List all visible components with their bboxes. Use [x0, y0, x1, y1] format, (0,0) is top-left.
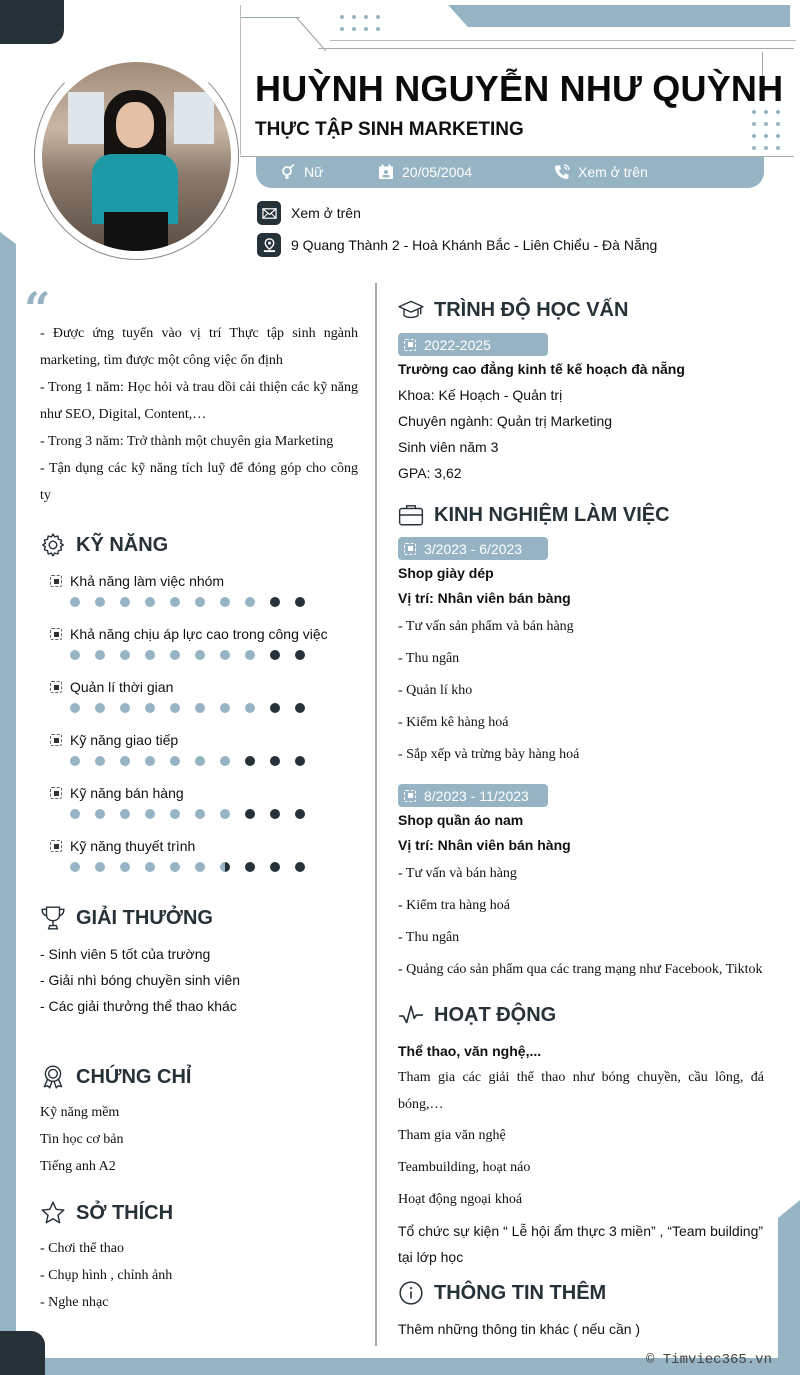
- activities-title: HOẠT ĐỘNG: [434, 1003, 557, 1026]
- decor-line: [318, 48, 794, 49]
- location-pin-icon: [257, 233, 281, 257]
- skill-item: [50, 677, 350, 713]
- address-value: 9 Quang Thành 2 - Hoà Khánh Bắc - Liên Chiểu - Đà Nẵng: [291, 237, 658, 253]
- email-icon: [257, 201, 281, 225]
- candidate-name: HUỲNH NGUYỄN NHƯ QUỲNH: [255, 68, 784, 109]
- job-task: - Sắp xếp và trừng bày hàng hoá: [398, 747, 580, 762]
- skills-heading: [40, 532, 168, 558]
- job-task: - Quản lí kho: [398, 683, 473, 698]
- education-heading: [398, 297, 628, 323]
- hobbies-list: [40, 1235, 172, 1316]
- skill-label: Khả năng làm việc nhóm: [70, 573, 225, 589]
- activities-subtitle: Thể thao, văn nghệ,...: [398, 1043, 542, 1059]
- personal-info-bar: [256, 157, 764, 188]
- education-line: Sinh viên năm 3: [398, 439, 499, 455]
- job-title: THỰC TẬP SINH MARKETING: [255, 119, 524, 140]
- objective-line: - Trong 1 năm: Học hỏi và trau dồi cải thiện các kỹ năng như SEO, Digital, Content,…: [40, 380, 358, 422]
- certificate-item: Tiếng anh A2: [40, 1159, 116, 1174]
- job-company: Shop giày dép: [398, 565, 494, 581]
- phone-item: [554, 164, 648, 180]
- job-task: - Kiểm kê hàng hoá: [398, 715, 509, 730]
- activities-heading: [398, 1002, 556, 1028]
- job-position: Vị trí: Nhân viên bán bàng: [398, 590, 571, 606]
- award-item: - Giải nhì bóng chuyền sinh viên: [40, 972, 241, 988]
- activity-item: Hoạt động ngoại khoá: [398, 1192, 523, 1207]
- skill-rating: [70, 756, 350, 766]
- gender-value: Nữ: [304, 164, 324, 180]
- birthdate-value: 20/05/2004: [402, 164, 473, 180]
- address-row: [257, 233, 657, 257]
- bullet-icon: [404, 339, 416, 351]
- skill-rating: [70, 703, 350, 713]
- decor-right-band: [778, 1200, 800, 1375]
- gender-item: [280, 164, 323, 180]
- school-name: Trường cao đẳng kinh tế kế hoạch đà nẵng: [398, 361, 685, 377]
- bullet-icon: [50, 840, 62, 852]
- decor-line: [330, 40, 796, 41]
- education-period: 2022-2025: [424, 336, 491, 353]
- phone-icon: [554, 164, 570, 180]
- career-objective: [40, 320, 358, 509]
- email-value: Xem ở trên: [291, 205, 361, 221]
- objective-line: - Được ứng tuyển vào vị trí Thực tập sinh ngành marketing, tìm được một công việc ổn định: [40, 326, 358, 368]
- skill-item: [50, 730, 350, 766]
- certificates-title: CHỨNG CHỈ: [76, 1065, 192, 1088]
- skill-label: Quản lí thời gian: [70, 679, 174, 695]
- skill-rating: [70, 862, 350, 872]
- decor-top-bar: [448, 5, 790, 27]
- decor-left-band: [0, 232, 16, 1375]
- gear-icon: [40, 532, 66, 558]
- skill-item: [50, 836, 350, 872]
- hobby-item: - Chơi thể thao: [40, 1241, 124, 1256]
- skill-rating: [70, 809, 350, 819]
- skills-title: KỸ NĂNG: [76, 533, 169, 556]
- job-position: Vị trí: Nhân viên bán hàng: [398, 837, 571, 853]
- additional-info-heading: [398, 1280, 606, 1306]
- job-period-badge: [398, 537, 548, 560]
- education-line: Khoa: Kế Hoạch - Quản trị: [398, 387, 563, 403]
- bullet-icon: [404, 790, 416, 802]
- job-task: - Kiểm tra hàng hoá: [398, 898, 510, 913]
- activity-item: Tham gia văn nghệ: [398, 1128, 506, 1143]
- skill-rating: [70, 597, 350, 607]
- award-item: - Sinh viên 5 tốt của trường: [40, 946, 211, 962]
- activity-event: Tổ chức sự kiện “ Lễ hội ẩm thực 3 miền” , “Team building” tại lớp học: [398, 1223, 764, 1265]
- certificates-heading: [40, 1064, 191, 1090]
- decor-diagonal-line: [296, 17, 326, 51]
- objective-line: - Trong 3 năm: Trở thành một chuyên gia Marketing: [40, 434, 334, 449]
- skill-label: Kỹ năng bán hàng: [70, 785, 184, 801]
- activities-list: [398, 1064, 764, 1216]
- certificates-list: [40, 1099, 124, 1180]
- objective-line: - Tận dụng các kỹ năng tích luỹ để đóng góp cho công ty: [40, 461, 358, 503]
- award-item: - Các giải thưởng thể thao khác: [40, 998, 237, 1014]
- education-title: TRÌNH ĐỘ HỌC VẤN: [434, 298, 629, 321]
- avatar: [42, 62, 231, 251]
- phone-value: Xem ở trên: [578, 164, 648, 180]
- skill-label: Kỹ năng thuyết trình: [70, 838, 196, 854]
- skill-item: [50, 624, 350, 660]
- decor-dot-grid: [340, 15, 380, 31]
- decor-line: [240, 17, 300, 18]
- experience-title: KINH NGHIỆM LÀM VIỆC: [434, 503, 670, 526]
- job-task: - Quảng cáo sản phẩm qua các trang mạng như Facebook, Tiktok: [398, 962, 763, 977]
- certificate-item: Tin học cơ bản: [40, 1132, 124, 1147]
- email-row: [257, 201, 361, 225]
- job-task: - Thu ngân: [398, 930, 460, 945]
- job-tasks: [398, 611, 579, 771]
- experience-heading: [398, 502, 670, 528]
- activities-content: [398, 1039, 764, 1270]
- decor-corner-block: [0, 0, 64, 44]
- education-line: GPA: 3,62: [398, 465, 462, 481]
- additional-info-text: Thêm những thông tin khác ( nếu cần ): [398, 1321, 641, 1337]
- additional-info-title: THÔNG TIN THÊM: [434, 1281, 607, 1304]
- skill-item: [50, 783, 350, 819]
- bullet-icon: [404, 543, 416, 555]
- ribbon-badge-icon: [40, 1064, 66, 1090]
- graduation-cap-icon: [398, 297, 424, 323]
- bullet-icon: [50, 575, 62, 587]
- bullet-icon: [50, 734, 62, 746]
- briefcase-icon: [398, 502, 424, 528]
- pulse-icon: [398, 1002, 424, 1028]
- job-task: - Tư vấn và bán hàng: [398, 866, 517, 881]
- column-divider: [375, 283, 377, 1346]
- hobbies-title: SỞ THÍCH: [76, 1201, 174, 1224]
- birthdate-item: [378, 164, 472, 180]
- job-period: 8/2023 - 11/2023: [424, 787, 529, 804]
- quote-icon: “: [24, 282, 51, 336]
- awards-heading: [40, 905, 213, 931]
- info-icon: [398, 1280, 424, 1306]
- trophy-icon: [40, 905, 66, 931]
- job-company: Shop quần áo nam: [398, 812, 524, 828]
- hobby-item: - Nghe nhạc: [40, 1295, 109, 1310]
- awards-list: [40, 941, 240, 1019]
- decor-corner-block: [0, 1331, 45, 1375]
- decor-dot-grid: [752, 110, 780, 150]
- bullet-icon: [50, 681, 62, 693]
- watermark: © Timviec365.vn: [645, 1352, 772, 1368]
- education-line: Chuyên ngành: Quản trị Marketing: [398, 413, 613, 429]
- certificate-item: Kỹ năng mềm: [40, 1105, 120, 1120]
- awards-title: GIẢI THƯỞNG: [76, 906, 213, 929]
- education-details: [398, 357, 685, 486]
- skill-label: Kỹ năng giao tiếp: [70, 732, 179, 748]
- job-task: - Thu ngân: [398, 651, 460, 666]
- activity-item: Tham gia các giải thể thao như bóng chuyền, cầu lông, đá bóng,…: [398, 1070, 764, 1112]
- hobby-item: - Chụp hình , chỉnh ảnh: [40, 1268, 173, 1283]
- skill-rating: [70, 650, 350, 660]
- skill-item: [50, 571, 350, 607]
- bullet-icon: [50, 787, 62, 799]
- decor-frame-line: [240, 5, 241, 155]
- education-period-badge: [398, 333, 548, 356]
- activity-item: Teambuilding, hoạt náo: [398, 1160, 531, 1175]
- star-icon: [40, 1200, 66, 1226]
- hobbies-heading: [40, 1200, 173, 1226]
- calendar-icon: [378, 164, 394, 180]
- job-period-badge: [398, 784, 548, 807]
- job-task: - Tư vấn sản phẩm và bán hàng: [398, 619, 574, 634]
- skill-label: Khả năng chịu áp lực cao trong công việc: [70, 626, 328, 642]
- job-entry: [398, 808, 763, 986]
- gender-icon: [280, 164, 296, 180]
- bullet-icon: [50, 628, 62, 640]
- job-period: 3/2023 - 6/2023: [424, 540, 523, 557]
- job-entry: [398, 561, 579, 771]
- job-tasks: [398, 858, 763, 986]
